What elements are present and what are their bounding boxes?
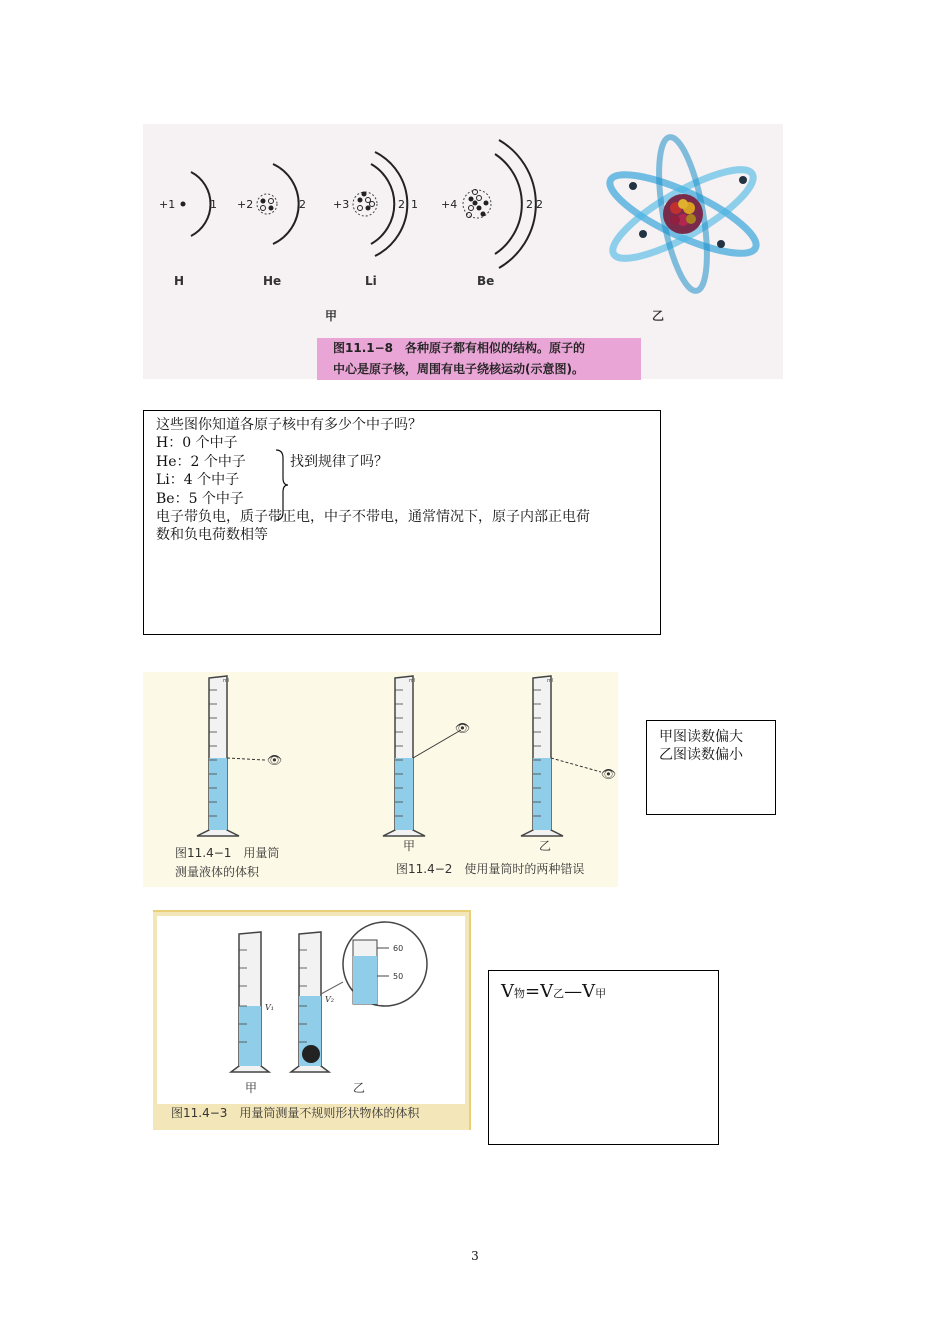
neutron-note-box <box>143 410 661 635</box>
cylinder-diagrams <box>143 672 618 847</box>
atom-diagrams <box>143 124 783 334</box>
neutron-question: 这些图你知道各原子核中有多少个中子吗？ <box>156 417 422 433</box>
cylinder-caption-1-line-2: 测量液体的体积 <box>175 865 260 879</box>
atom-structure-figure <box>143 124 783 379</box>
atom-he <box>257 164 299 244</box>
cylinder-label-yi: 乙 <box>539 839 552 853</box>
atom-li-shell-1: 2 <box>398 198 405 211</box>
atom-caption-line-1: 图11.1−8 各种原子都有相似的结构。原子的 <box>333 341 586 355</box>
v2-label: V₂ <box>325 995 334 1004</box>
atom-figure-label-yi: 乙 <box>652 309 665 323</box>
cylinder-v2 <box>291 932 329 1072</box>
atom-figure-label-jia: 甲 <box>325 309 338 323</box>
formula-sub-jia: 甲 <box>595 987 607 1000</box>
charge-explanation-line-2: 数和负电荷数相等 <box>156 527 268 543</box>
neutron-he: He：2 个中子 <box>156 454 246 470</box>
reading-error-note-box <box>646 720 776 815</box>
zoom-inset <box>321 922 427 1006</box>
zoom-mark-50: 50 <box>393 972 404 981</box>
irregular-volume-diagrams <box>157 916 465 1104</box>
pattern-prompt: 找到规律了吗？ <box>290 454 388 470</box>
cylinder-yi <box>521 676 616 836</box>
atom-he-shell-1: 2 <box>299 198 306 211</box>
cylinder-unit-2: ml <box>409 678 416 684</box>
atom-h <box>181 172 211 236</box>
atom-figure-caption <box>317 338 641 380</box>
irregular-label-yi: 乙 <box>353 1081 366 1095</box>
atom-be <box>463 140 536 268</box>
atom-be-charge: +4 <box>441 198 458 211</box>
cylinder-unit-1: ml <box>223 678 230 684</box>
irregular-label-jia: 甲 <box>245 1081 258 1095</box>
formula-v: V <box>501 981 514 1002</box>
atom-h-charge: +1 <box>159 198 176 211</box>
neutron-li: Li：4 个中子 <box>156 472 240 488</box>
atom-li-shell-2: 1 <box>411 198 418 211</box>
irregular-caption: 图11.4−3 用量筒测量不规则形状物体的体积 <box>171 1106 420 1120</box>
atom-h-symbol: H <box>174 274 185 288</box>
cylinder-caption-1-line-1: 图11.4−1 用量筒 <box>175 846 280 860</box>
charge-explanation-line-1: 电子带负电，质子带正电，中子不带电，通常情况下，原子内部正电荷 <box>156 509 590 525</box>
formula-sub-object: 物 <box>514 987 525 1000</box>
svg-text:👁: 👁 <box>455 721 471 735</box>
cylinder-jia <box>383 676 470 836</box>
svg-text:👁: 👁 <box>267 753 283 767</box>
neutron-be: Be：5 个中子 <box>156 491 244 507</box>
volume-formula <box>501 981 606 1002</box>
volume-formula-box <box>488 970 719 1145</box>
zoom-mark-60: 60 <box>393 944 404 953</box>
formula-eq: =V <box>525 981 554 1002</box>
atom-he-symbol: He <box>263 274 282 288</box>
page-number: 3 <box>471 1249 479 1263</box>
reading-error-jia: 甲图读数偏大 <box>659 729 743 745</box>
formula-sub-yi: 乙 <box>553 987 565 1000</box>
neutron-h: H：0 个中子 <box>156 435 238 451</box>
cylinder-correct <box>197 676 282 836</box>
atom-li-symbol: Li <box>365 274 377 288</box>
cylinder-caption-2: 图11.4−2 使用量筒时的两种错误 <box>396 862 585 876</box>
cylinder-label-jia: 甲 <box>403 839 416 853</box>
svg-text:👁: 👁 <box>601 767 617 781</box>
atom-be-symbol: Be <box>477 274 495 288</box>
cylinder-v1 <box>231 932 269 1072</box>
cylinder-reading-figure <box>143 672 618 887</box>
reading-error-yi: 乙图读数偏小 <box>659 747 743 763</box>
formula-minus: —V <box>564 981 596 1002</box>
atom-be-shell-1: 2 <box>526 198 533 211</box>
v1-label: V₁ <box>265 1003 274 1012</box>
atom-3d-illustration <box>601 134 765 295</box>
irregular-volume-figure <box>153 910 471 1130</box>
atom-he-charge: +2 <box>237 198 254 211</box>
atom-caption-line-2: 中心是原子核，周围有电子绕核运动(示意图)。 <box>333 362 584 376</box>
atom-li-charge: +3 <box>333 198 350 211</box>
cylinder-unit-3: ml <box>547 678 554 684</box>
atom-be-shell-2: 2 <box>536 198 543 211</box>
atom-h-shell-1: 1 <box>210 198 217 211</box>
